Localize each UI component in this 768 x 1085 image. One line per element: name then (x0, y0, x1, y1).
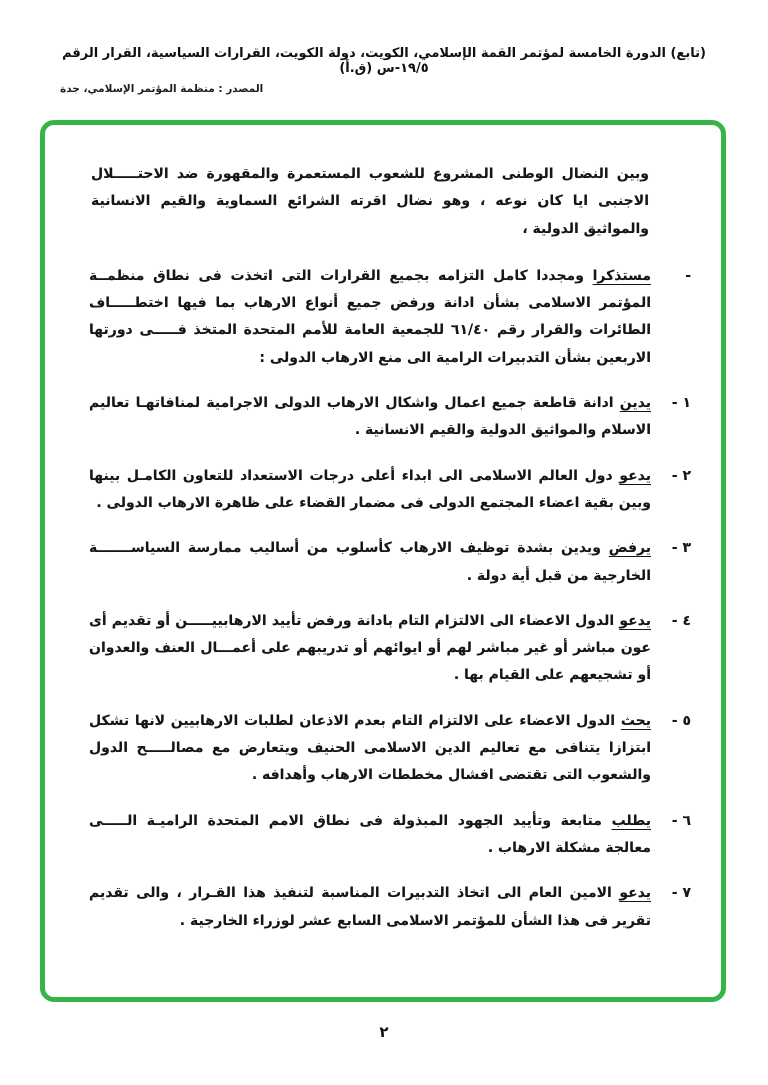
document-body (45, 125, 721, 997)
list-item (89, 263, 691, 372)
item-lead-word: مستذكرا (592, 267, 651, 284)
item-text: الامين العام الى اتخاذ التدبيرات المناسبة لتنفيذ هذا القـرار ، والى تقديم تقرير فى هذا الشأن للمؤتمر الاسلامى السابع عشر لوزراء الخارجية . (89, 885, 651, 929)
item-paragraph (89, 263, 651, 372)
item-marker: ٥ - (671, 712, 691, 729)
list-item (89, 390, 691, 445)
item-paragraph (89, 880, 651, 935)
item-lead-word: يدعو (619, 612, 652, 629)
highlight-border-box (40, 120, 726, 1002)
list-item (89, 535, 691, 590)
item-marker: ٣ - (671, 540, 691, 557)
item-paragraph (89, 808, 651, 863)
list-item (89, 463, 691, 518)
item-lead-word: يرفض (608, 540, 652, 557)
item-paragraph (89, 390, 651, 445)
item-marker: - (685, 267, 691, 284)
item-text: دول العالم الاسلامى الى ابداء أعلى درجات الاستعداد للتعاون الكامـل بينها وبين بقية اعضاء المجتمع الدولى فى مضمار القضاء على ظاهرة الارهاب الدولى . (89, 467, 651, 511)
document-title: (تابع) الدورة الخامسة لمؤتمر القمة الإسلامي، الكويت، دولة الكويت، القرارات السياسية، القرار الرقم ١٩/٥-س (ق.أ) (62, 46, 706, 76)
list-item (89, 880, 691, 935)
item-lead-word: يحث (620, 712, 651, 729)
item-paragraph (89, 708, 651, 790)
list-item (89, 808, 691, 863)
item-paragraph (89, 463, 651, 518)
item-marker: ٢ - (671, 467, 691, 484)
item-lead-word: يدعو (619, 885, 652, 902)
item-marker: ٦ - (671, 812, 691, 829)
item-marker: ١ - (671, 395, 691, 412)
page-header (0, 0, 768, 95)
item-text: متابعة وتأييد الجهود المبذولة فى نطاق الامم المتحدة الراميـة الـــــى معالجة مشكلة الارهاب . (89, 812, 651, 856)
list-item (89, 708, 691, 790)
item-text: ادانة قاطعة جميع اعمال واشكال الارهاب الدولى الاجرامية لمنافاتهـا تعاليم الاسلام والمواثيق الدولية والقيم الانسانية . (89, 395, 651, 439)
page-number: ٢ (379, 1023, 389, 1041)
list-item (89, 608, 691, 690)
item-text: ويدين بشدة توظيف الارهاب كأسلوب من أساليب ممارسة السياســـــــة الخارجية من قبل أية دولة . (89, 540, 651, 584)
item-lead-word: يدين (619, 395, 651, 412)
item-text: الدول الاعضاء الى الالتزام التام بادانة ورفض تأييد الارهابييـــــن أو تقديم أى عون مباشر أو غير مباشر لهم أو ايوائهم أو تدريبهم على أعمـــال العنف والعدوان أو تشجيعهم على القيام بها . (89, 612, 651, 684)
item-marker: ٧ - (671, 885, 691, 902)
item-text: الدول الاعضاء على الالتزام التام بعدم الاذعان لطلبات الارهابيين لانها تشكل ابتزازا يتنافى مع تعاليم الدين الاسلامى الحنيف ويتعارض مع مصالـــــح الدول والشعوب التى تقتضى افشال مخططات الارهاب وأهدافه . (89, 712, 651, 784)
item-marker: ٤ - (671, 612, 691, 629)
document-source: المصدر : منظمة المؤتمر الإسلامي، جدة (60, 83, 264, 95)
item-paragraph (89, 608, 651, 690)
intro-paragraph: وبين النضال الوطنى المشروع للشعوب المستعمرة والمقهورة ضد الاحتـــــلال الاجنبى ايا كان نوعه ، وهو نضال اقرته الشرائع السماوية والقيم الانسانية والمواثيق الدولية ، (91, 166, 649, 237)
item-lead-word: يطلب (611, 812, 652, 829)
item-lead-word: يدعو (619, 467, 651, 484)
item-text: ومجددا كامل التزامه بجميع القرارات التى اتخذت فى نطاق منظمــة المؤتمر الاسلامى بشأن ادانة ورفض جميع أنواع الارهاب بما فيها اختطـــــاف الطائرات والقرار رقم ٦١/٤٠ للجمعية العامة للأمم المتحدة المتخذ فـــــى دورتها الاربعين بشأن التدبيرات الرامية الى منع الارهاب الدولى : (89, 267, 651, 366)
item-paragraph (89, 535, 651, 590)
